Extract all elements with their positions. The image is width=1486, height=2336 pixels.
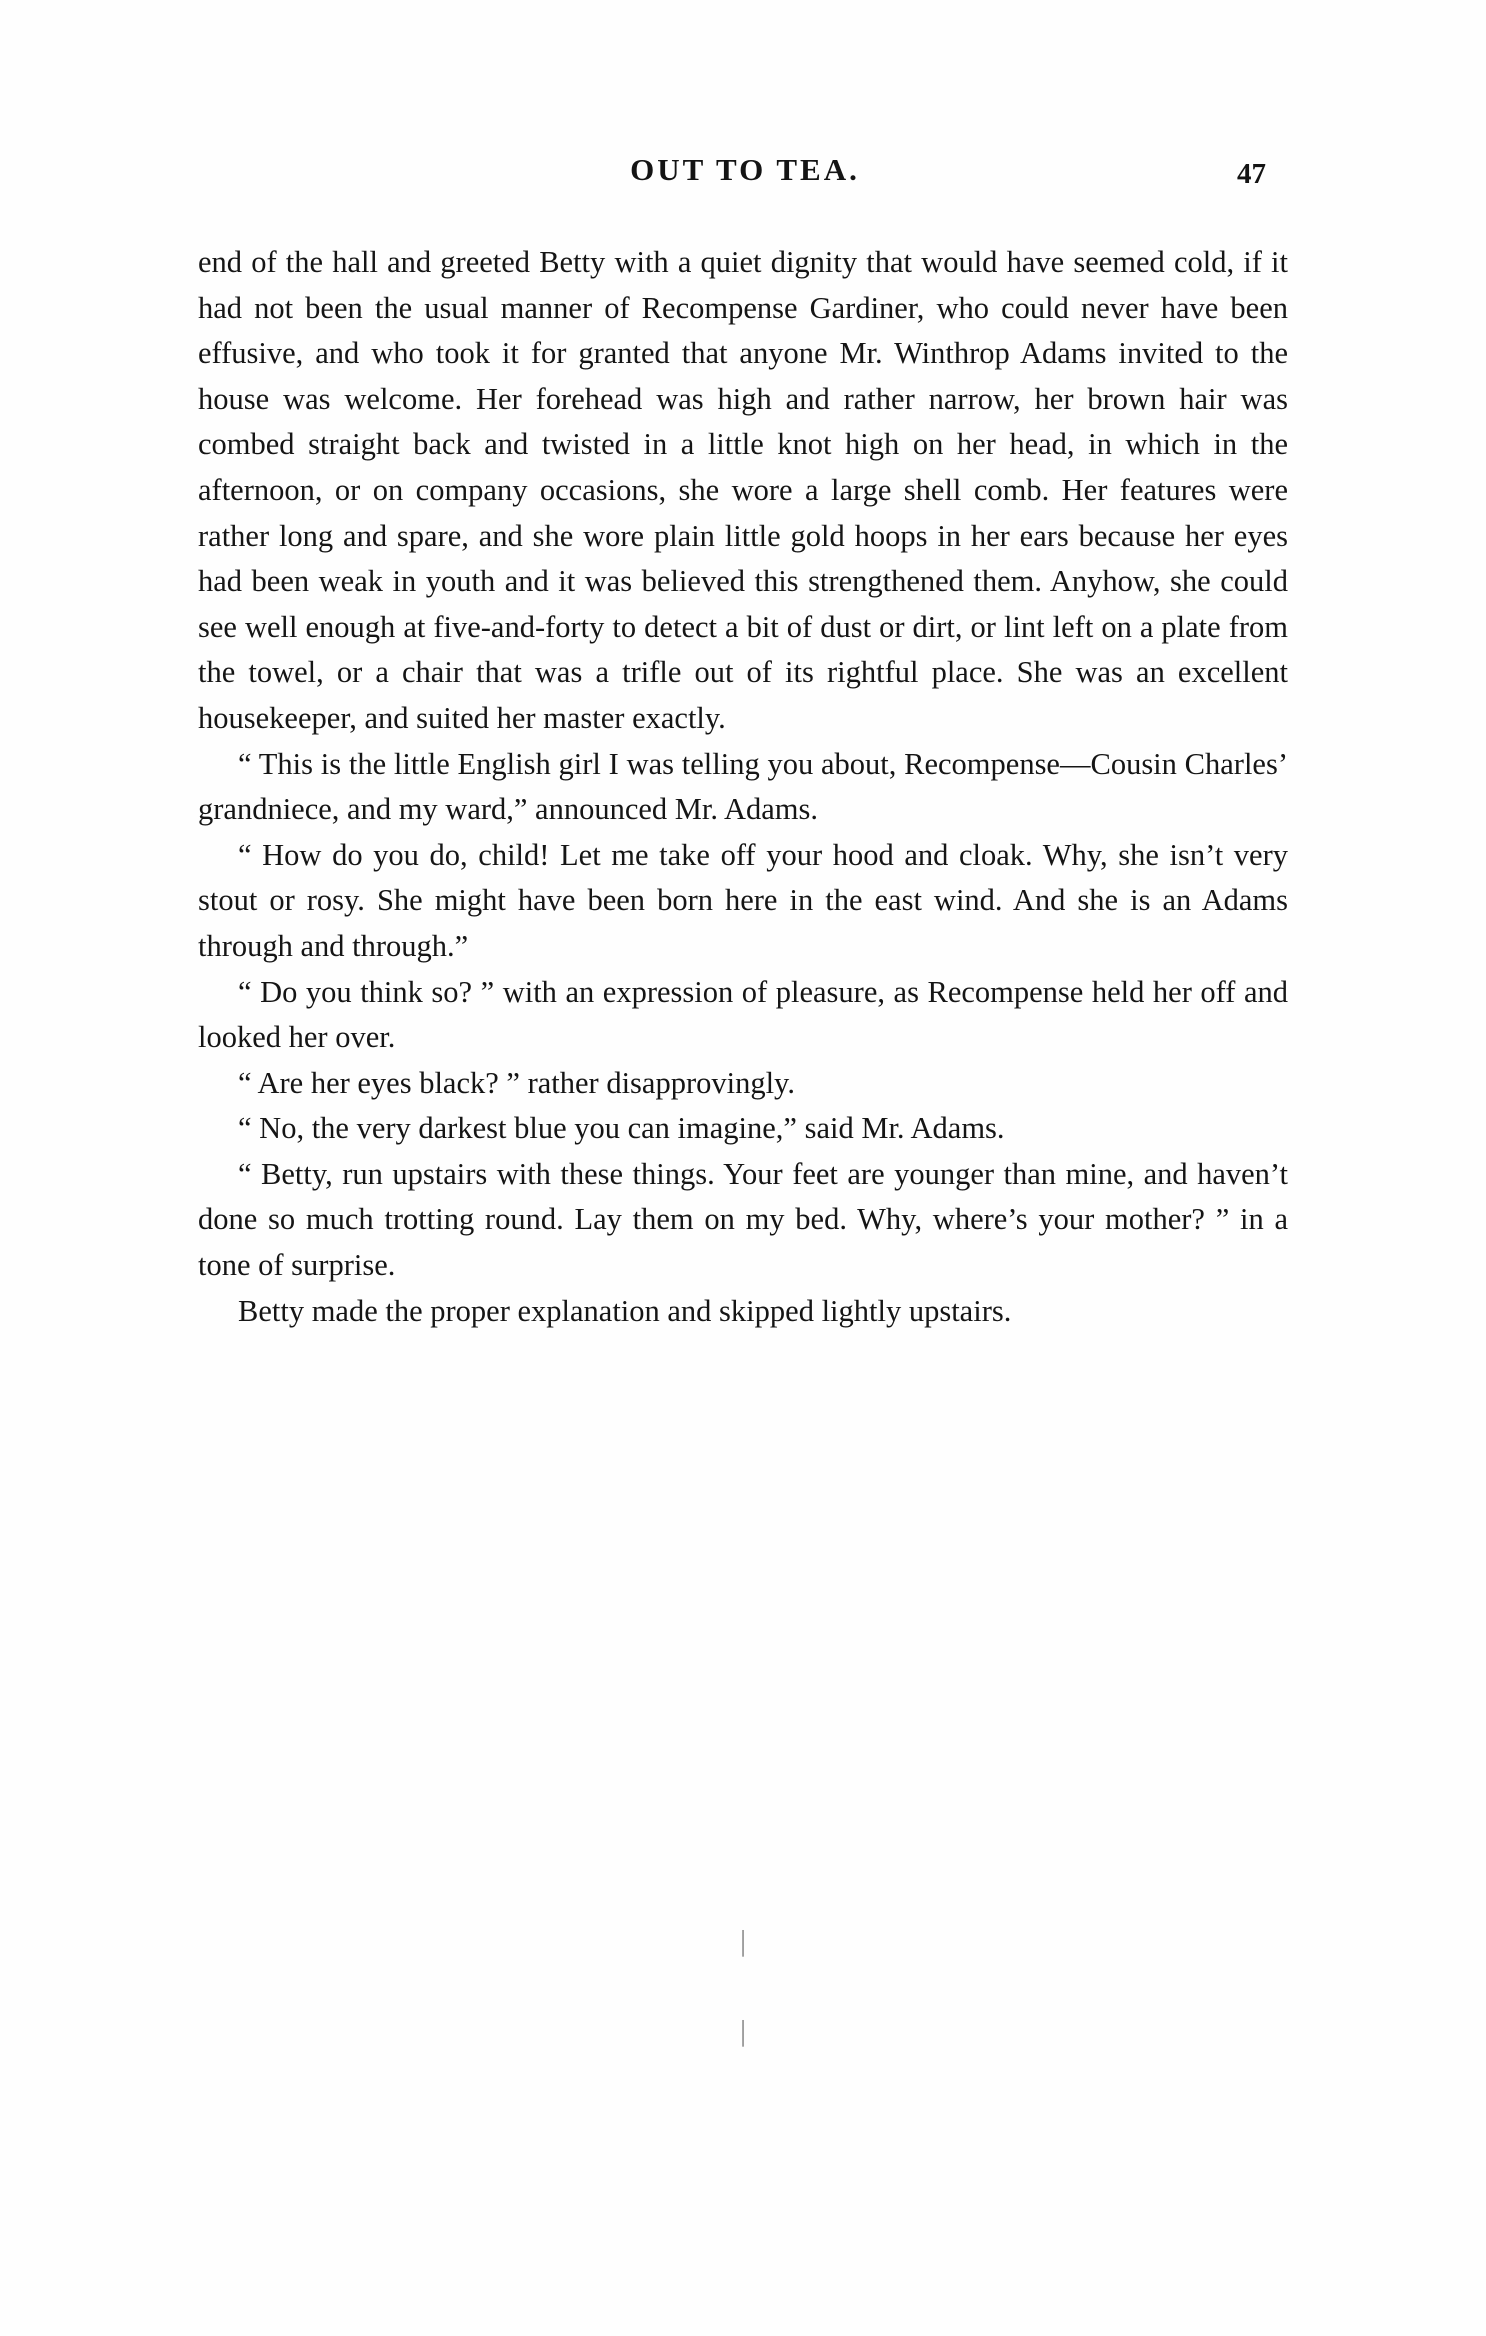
running-title: OUT TO TEA. xyxy=(630,152,860,187)
page-artifact-mark-upper: │ xyxy=(735,1930,751,1955)
page-header xyxy=(200,152,1290,198)
paragraph: “ This is the little English girl I was telling you about, Recompense—Cousin Charles’ grandniece, and my ward,” announced Mr. Adams. xyxy=(198,746,1288,827)
paragraph: “ Are her eyes black? ” rather disapprovingly. xyxy=(238,1065,795,1100)
paragraph: “ No, the very darkest blue you can imagine,” said Mr. Adams. xyxy=(238,1111,1005,1146)
paragraph: Betty made the proper explanation and skipped lightly upstairs. xyxy=(238,1293,1012,1328)
page-artifact-mark-lower: │ xyxy=(735,2020,751,2045)
paragraph: “ Betty, run upstairs with these things. Your feet are younger than mine, and haven’t done so much trotting round. Lay them on my bed. Why, where’s your mother? ” in a tone of surprise. xyxy=(198,1156,1288,1283)
body-text xyxy=(198,240,1288,1334)
paragraph: end of the hall and greeted Betty with a quiet dignity that would have seemed cold, if it had not been the usual manner of Recompense Gardiner, who could never have been effusive, and who took it for granted that anyone Mr. Winthrop Adams invited to the house was welcome. Her forehead was high and rather narrow, her brown hair was combed straight back and twisted in a little knot high on her head, in which in the afternoon, or on company occasions, she wore a large shell comb. Her features were rather long and spare, and she wore plain little gold hoops in her ears because her eyes had been weak in youth and it was believed this strengthened them. Anyhow, she could see well enough at five-and-forty to detect a bit of dust or dirt, or lint left on a plate from the towel, or a chair that was a trifle out of its rightful place. She was an excellent housekeeper, and suited her master exactly. xyxy=(198,245,1288,735)
page-number: 47 xyxy=(1237,158,1266,190)
paragraph: “ How do you do, child! Let me take off your hood and cloak. Why, she isn’t very stout or rosy. She might have been born here in the east wind. And she is an Adams through and through.” xyxy=(198,837,1288,963)
paragraph: “ Do you think so? ” with an expression of pleasure, as Recompense held her off and looked her over. xyxy=(198,974,1288,1055)
